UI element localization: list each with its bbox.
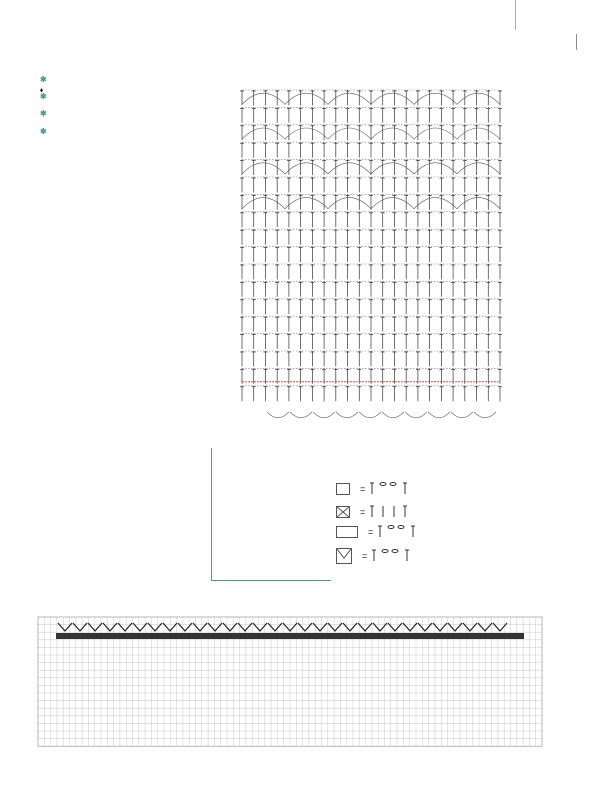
arch-chain: [414, 128, 457, 139]
arch-chain: [242, 128, 285, 139]
arch-chain: [328, 93, 371, 104]
arch-chain: [328, 128, 371, 139]
equals-sign: =: [368, 527, 374, 537]
zigzag-motif: [463, 623, 477, 631]
arch-chain: [285, 198, 328, 209]
stitch-symbol-icon: [369, 481, 419, 497]
zigzag-motif: [178, 623, 192, 631]
arch-chain: [457, 128, 500, 139]
gigliuccio-icon: [336, 548, 352, 564]
zigzag-motif: [358, 623, 372, 631]
star-icon: ✱: [40, 126, 48, 136]
arch-chain: [414, 93, 457, 104]
double-square-icon: [336, 526, 358, 538]
star-icon: ✱: [40, 75, 48, 84]
arch-chain: [242, 93, 285, 104]
arch-chain: [328, 198, 371, 209]
picot-arch: [359, 412, 381, 418]
zigzag-motif: [418, 623, 432, 631]
arch-chain: [371, 198, 414, 209]
legend-right-item-1: [336, 504, 419, 520]
legend-right-item-3: [336, 548, 421, 564]
zigzag-motif: [223, 623, 237, 631]
zigzag-motif: [403, 623, 417, 631]
stitch-symbol-icon: [371, 548, 421, 564]
arch-chain: [285, 128, 328, 139]
picot-arch: [474, 412, 496, 418]
arch-chain: [242, 163, 285, 174]
zigzag-motif: [388, 623, 402, 631]
border-band: [56, 633, 524, 639]
zigzag-motif: [208, 623, 222, 631]
header-divider: [576, 34, 577, 50]
legend-panel: [208, 436, 578, 586]
page-header: [571, 34, 582, 50]
arch-chain: [371, 163, 414, 174]
stitch-symbol-icon: [377, 524, 427, 540]
schema1-diagram: [36, 605, 556, 780]
zigzag-motif: [268, 623, 282, 631]
equals-sign: =: [362, 551, 368, 561]
arch-chain: [457, 198, 500, 209]
zigzag-motif: [73, 623, 87, 631]
arch-chain: [285, 163, 328, 174]
zigzag-motif: [373, 623, 387, 631]
star-icon: ✱: [40, 92, 48, 102]
picot-arch: [382, 412, 404, 418]
esecuzione-heading: [40, 126, 208, 137]
arch-chain: [242, 198, 285, 209]
top-rule: [515, 0, 516, 30]
legend-bottom-rule: [211, 580, 331, 581]
picot-arch: [451, 412, 473, 418]
picot-arch: [428, 412, 450, 418]
zigzag-motif: [103, 623, 117, 631]
zigzag-motif: [238, 623, 252, 631]
picot-arch: [267, 412, 289, 418]
zigzag-motif: [133, 623, 147, 631]
picot-arch: [313, 412, 335, 418]
zigzag-motif: [328, 623, 342, 631]
crossed-square-icon: [336, 506, 350, 518]
zigzag-motif: [343, 623, 357, 631]
schema2-diagram: [222, 84, 522, 454]
arch-chain: [457, 93, 500, 104]
arch-chain: [371, 128, 414, 139]
zigzag-motif: [298, 623, 312, 631]
instructions-column: [40, 68, 208, 138]
equals-sign: =: [360, 507, 366, 517]
zigzag-motif: [433, 623, 447, 631]
arch-chain: [414, 163, 457, 174]
arch-chain: [457, 163, 500, 174]
picot-arch: [336, 412, 358, 418]
punti-heading: [40, 108, 208, 119]
legend-right-item-0: [336, 481, 419, 497]
arch-chain: [414, 198, 457, 209]
stitch-symbol-icon: [369, 504, 419, 520]
empty-square-icon: [336, 483, 350, 495]
arch-chain: [328, 163, 371, 174]
zigzag-motif: [88, 623, 102, 631]
zigzag-motif: [193, 623, 207, 631]
occorrente-heading: [40, 74, 208, 85]
star-icon: ✱: [40, 109, 48, 119]
arch-chain: [285, 93, 328, 104]
arch-chain: [371, 93, 414, 104]
picot-arch: [290, 412, 312, 418]
zigzag-motif: [478, 623, 492, 631]
legend-rule: [211, 448, 212, 580]
picot-arch: [405, 412, 427, 418]
zigzag-motif: [148, 623, 162, 631]
equals-sign: =: [360, 484, 366, 494]
zigzag-motif: [493, 623, 507, 631]
zigzag-motif: [163, 623, 177, 631]
zigzag-motif: [58, 623, 72, 631]
legend-right-item-2: [336, 524, 427, 540]
misure-heading: [40, 91, 208, 102]
